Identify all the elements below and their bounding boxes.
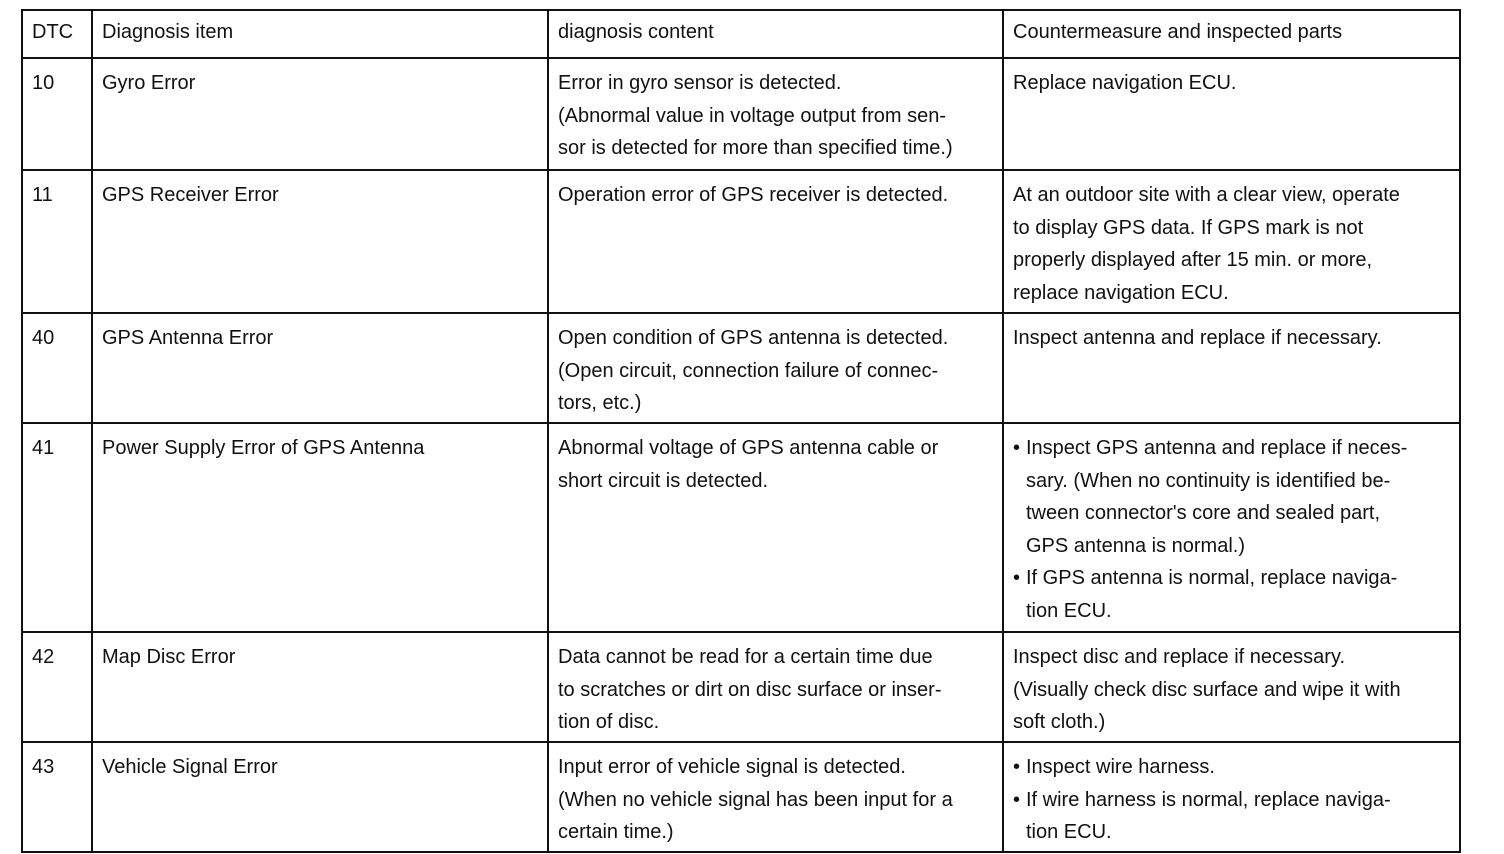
diagnosis-item-cell: GPS Antenna Error bbox=[92, 313, 548, 423]
bullet-line: • Inspect wire harness. bbox=[1026, 756, 1215, 778]
bullet-line: tion ECU. bbox=[1026, 821, 1112, 844]
bullet-line: GPS antenna is normal.) bbox=[1026, 534, 1245, 557]
countermeasure-line: Replace navigation ECU. bbox=[1013, 72, 1237, 94]
diagnosis-content-cell bbox=[548, 742, 1003, 852]
dtc-code-cell: 10 bbox=[22, 58, 92, 170]
countermeasure-bullet bbox=[1013, 784, 1451, 849]
countermeasure-bullet bbox=[1013, 432, 1451, 562]
content-line: tors, etc.) bbox=[558, 392, 642, 415]
bullet-line: tween connector's core and sealed part, bbox=[1026, 502, 1381, 525]
content-line: (When no vehicle signal has been input for a bbox=[558, 788, 953, 811]
content-line: short circuit is detected. bbox=[558, 469, 769, 492]
header-diagnosis-item: Diagnosis item bbox=[92, 10, 548, 58]
dtc-code-cell: 41 bbox=[22, 423, 92, 632]
table-row bbox=[22, 313, 1460, 423]
diagnosis-item-cell: Gyro Error bbox=[92, 58, 548, 170]
diagnosis-content-cell bbox=[548, 58, 1003, 170]
dtc-code-cell: 40 bbox=[22, 313, 92, 423]
diagnosis-content-cell bbox=[548, 632, 1003, 742]
countermeasure-line: Inspect disc and replace if necessary. bbox=[1013, 646, 1346, 668]
countermeasure-line: properly displayed after 15 min. or more, bbox=[1013, 249, 1373, 272]
table-header bbox=[22, 10, 1460, 58]
content-line: tion of disc. bbox=[558, 711, 660, 734]
content-line: Abnormal voltage of GPS antenna cable or bbox=[558, 437, 939, 459]
content-line: to scratches or dirt on disc surface or inser- bbox=[558, 678, 942, 701]
diagnosis-item-cell: GPS Receiver Error bbox=[92, 170, 548, 313]
content-line: (Open circuit, connection failure of connec- bbox=[558, 359, 939, 382]
header-diagnosis-content: diagnosis content bbox=[548, 10, 1003, 58]
bullet-line: • If GPS antenna is normal, replace naviga- bbox=[1026, 567, 1398, 590]
countermeasure-cell bbox=[1003, 632, 1460, 742]
diagnosis-content-cell bbox=[548, 423, 1003, 632]
countermeasure-cell bbox=[1003, 423, 1460, 632]
header-dtc: DTC bbox=[22, 10, 92, 58]
content-line: sor is detected for more than specified time.) bbox=[558, 137, 953, 160]
diagnosis-item-cell: Power Supply Error of GPS Antenna bbox=[92, 423, 548, 632]
content-line: Open condition of GPS antenna is detected. bbox=[558, 327, 949, 349]
dtc-code-cell: 42 bbox=[22, 632, 92, 742]
countermeasure-cell bbox=[1003, 313, 1460, 423]
countermeasure-bullet bbox=[1013, 562, 1451, 627]
content-line: certain time.) bbox=[558, 821, 674, 844]
dtc-code-cell: 43 bbox=[22, 742, 92, 852]
countermeasure-line: soft cloth.) bbox=[1013, 711, 1106, 734]
header-row bbox=[22, 10, 1460, 58]
diagnosis-content-cell bbox=[548, 313, 1003, 423]
content-line: (Abnormal value in voltage output from sen- bbox=[558, 104, 946, 127]
dtc-code-cell: 11 bbox=[22, 170, 92, 313]
countermeasure-line: At an outdoor site with a clear view, operate bbox=[1013, 184, 1400, 206]
countermeasure-line: replace navigation ECU. bbox=[1013, 281, 1229, 304]
table-row bbox=[22, 632, 1460, 742]
header-countermeasure: Countermeasure and inspected parts bbox=[1003, 10, 1460, 58]
table-body bbox=[22, 58, 1460, 852]
countermeasure-cell bbox=[1003, 742, 1460, 852]
table-row bbox=[22, 742, 1460, 852]
bullet-line: • Inspect GPS antenna and replace if neces- bbox=[1026, 437, 1408, 459]
content-line: Data cannot be read for a certain time due bbox=[558, 646, 933, 668]
dtc-diagnosis-table bbox=[21, 9, 1461, 853]
countermeasure-bullet bbox=[1013, 751, 1451, 784]
bullet-line: sary. (When no continuity is identified be- bbox=[1026, 469, 1391, 492]
countermeasure-line: (Visually check disc surface and wipe it with bbox=[1013, 678, 1401, 701]
table-row bbox=[22, 170, 1460, 313]
countermeasure-line: to display GPS data. If GPS mark is not bbox=[1013, 216, 1364, 239]
countermeasure-cell bbox=[1003, 58, 1460, 170]
table-row bbox=[22, 58, 1460, 170]
content-line: Error in gyro sensor is detected. bbox=[558, 72, 842, 94]
content-line: Input error of vehicle signal is detected. bbox=[558, 756, 906, 778]
content-line: Operation error of GPS receiver is detected. bbox=[558, 184, 949, 206]
countermeasure-cell bbox=[1003, 170, 1460, 313]
table-row bbox=[22, 423, 1460, 632]
bullet-line: • If wire harness is normal, replace naviga- bbox=[1026, 788, 1391, 811]
diagnosis-content-cell bbox=[548, 170, 1003, 313]
diagnosis-item-cell: Map Disc Error bbox=[92, 632, 548, 742]
countermeasure-line: Inspect antenna and replace if necessary. bbox=[1013, 327, 1382, 349]
diagnosis-item-cell: Vehicle Signal Error bbox=[92, 742, 548, 852]
bullet-line: tion ECU. bbox=[1026, 599, 1112, 622]
